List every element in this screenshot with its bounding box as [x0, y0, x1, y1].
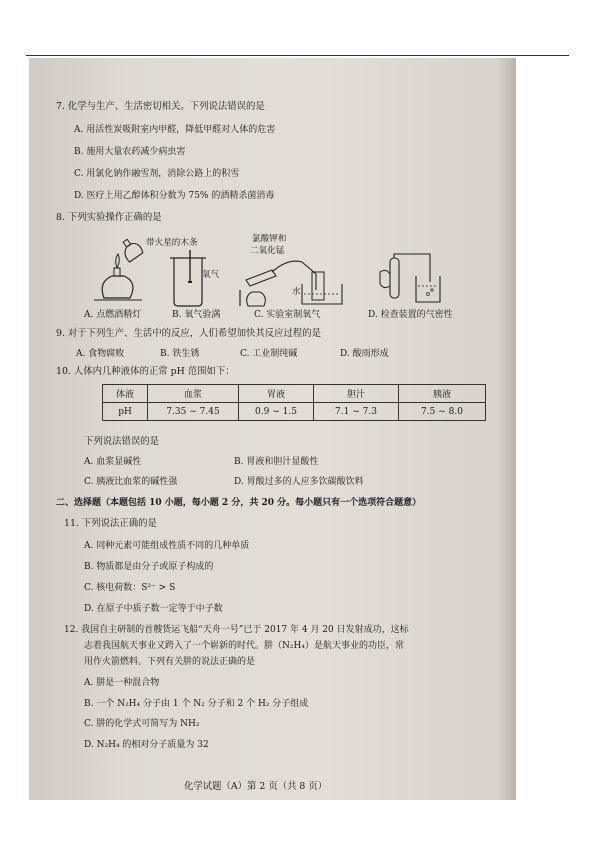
page-top-rule: [26, 55, 569, 56]
q7-option-b: B. 施用大量农药减少病虫害: [74, 147, 186, 157]
header-cell: 血浆: [148, 385, 239, 403]
q9-option-d: D. 酸雨形成: [340, 349, 389, 359]
q8-option-b: B. 氧气验满: [172, 310, 221, 320]
q12-stem-line-2: 志着我国航天事业又跨入了一个崭新的时代。肼（N₂H₄）是航天事业的功臣，常: [84, 641, 404, 651]
q10-option-c: C. 胰液比血浆的碱性强: [84, 477, 178, 487]
q11-option-d: D. 在原子中质子数一定等于中子数: [84, 604, 223, 614]
q12-option-d: D. N₂H₄ 的相对分子质量为 32: [84, 740, 209, 750]
page-footer: 化学试题（A）第 2 页（共 8 页）: [184, 781, 328, 792]
q8-option-a: A. 点燃酒精灯: [84, 310, 142, 320]
fig-label-splint: 带火星的木条: [146, 238, 198, 248]
q10-option-b: B. 胃液和胆汁显酸性: [234, 457, 319, 467]
q11-stem: 11. 下列说法正确的是: [64, 518, 157, 529]
fig-label-oxygen: 氧气: [202, 270, 220, 280]
q7-option-d: D. 医疗上用乙醇体积分数为 75% 的酒精杀菌消毒: [74, 191, 275, 201]
q11-option-b: B. 物质都是由分子或原子构成的: [84, 562, 214, 572]
alcohol-lamp-figure: [90, 238, 152, 304]
q7-stem: 7. 化学与生产、生活密切相关。下列说法错误的是: [56, 101, 265, 112]
header-cell: 胆汁: [314, 385, 399, 403]
q8-option-d: D. 检查装置的气密性: [368, 310, 453, 320]
row-cell: 7.5 ~ 8.0: [399, 403, 486, 421]
q9-option-c: C. 工业制纯碱: [240, 349, 298, 359]
q10-stem: 10. 人体内几种液体的正常 pH 范围如下：: [56, 366, 235, 377]
q9-option-b: B. 铁生锈: [160, 349, 200, 359]
oxygen-prep-apparatus-figure: [238, 256, 350, 308]
ph-table-header: [103, 385, 486, 403]
q7-option-a: A. 用活性炭吸附室内甲醛，降低甲醛对人体的危害: [74, 125, 276, 135]
q8-stem: 8. 下列实验操作正确的是: [56, 212, 162, 223]
q11-option-c: C. 核电荷数：S²⁻ > S: [84, 583, 176, 593]
q7-option-c: C. 用氯化钠作融雪剂，消除公路上的积雪: [74, 169, 240, 179]
q9-option-a: A. 食物腐败: [76, 349, 125, 359]
q12-option-a: A. 肼是一种混合物: [84, 678, 160, 688]
ph-table: [102, 384, 486, 421]
q11-option-a: A. 同种元素可能组成性质不同的几种单质: [84, 541, 250, 551]
ph-table-row: [103, 403, 486, 421]
q12-option-c: C. 肼的化学式可简写为 NH₂: [84, 719, 200, 729]
section-2-heading: 二、选择题（本题包括 10 小题，每小题 2 分，共 20 分。每小题只有一个选项符合题意）: [56, 498, 422, 508]
q12-stem-line-3: 用作火箭燃料。下列有关肼的说法正确的是: [84, 657, 256, 667]
fig-label-water: 水: [292, 287, 301, 297]
q12-stem-line-1: 12. 我国自主研制的首艘货运飞船“天舟一号”已于 2017 年 4 月 20 日发射成功，这标: [64, 625, 409, 635]
row-cell: 0.9 ~ 1.5: [239, 403, 314, 421]
row-cell: pH: [103, 403, 148, 421]
fig-label-reagent-1: 氯酸钾和: [252, 234, 287, 244]
q8-option-c: C. 实验室制氧气: [254, 310, 321, 320]
q12-option-b: B. 一个 N₂H₄ 分子由 1 个 N₂ 分子和 2 个 H₂ 分子组成: [84, 699, 309, 709]
header-cell: 胃液: [239, 385, 314, 403]
row-cell: 7.1 ~ 7.3: [314, 403, 399, 421]
q10-option-d: D. 胃酸过多的人应多饮碳酸饮料: [234, 477, 364, 487]
header-cell: 体液: [103, 385, 148, 403]
row-cell: 7.35 ~ 7.45: [148, 403, 239, 421]
header-cell: 胰液: [399, 385, 486, 403]
q10-option-a: A. 血浆显碱性: [84, 457, 142, 467]
q9-stem: 9. 对于下列生产、生活中的反应，人们希望加快其反应过程的是: [56, 328, 322, 339]
airtightness-check-figure: [376, 252, 442, 308]
fig-label-reagent-2: 二氧化锰: [250, 246, 285, 256]
paper-shadow: [498, 58, 516, 800]
q10-sub-stem: 下列说法错误的是: [84, 436, 160, 447]
